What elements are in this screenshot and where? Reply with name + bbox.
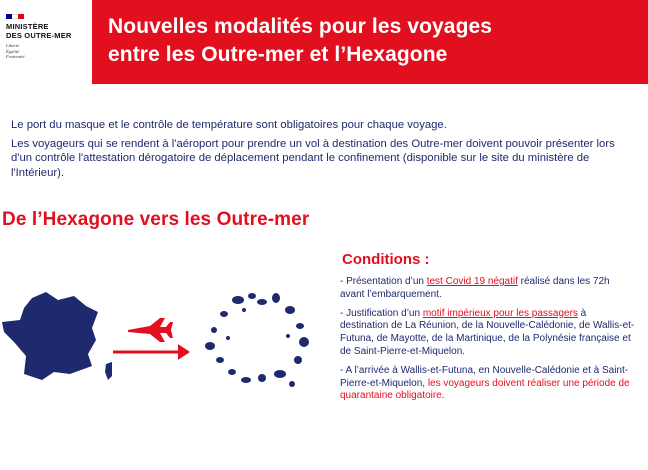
republic-motto: [6, 43, 25, 60]
header-banner: [92, 0, 648, 84]
condition-covid-test-highlight: test Covid 19 négatif: [426, 276, 518, 287]
conditions-list: [340, 276, 636, 409]
page-title-line2: entre les Outre-mer et l’Hexagone: [108, 43, 448, 66]
intro-text: [11, 118, 631, 185]
condition-covid-test-post: réalisé dans les 72h avant l’embarquement.: [340, 276, 610, 300]
ministry-name: [6, 22, 72, 40]
motto-line2: Égalité: [6, 48, 19, 54]
condition-covid-test: [340, 276, 636, 302]
intro-paragraph-attestation: Les voyageurs qui se rendent à l'aéroport pour prendre un vol à destination des Outre-mer doivent pouvoir présenter lors d'un contrôle l'attestation dérogatoire de déplacement pendant le confinement (disponible sur le site du ministère de l'Intérieur).: [11, 138, 615, 179]
page-title-line1: Nouvelles modalités pour les voyages: [108, 15, 493, 38]
condition-imperative-reason-post: à destination de La Réunion, de la Nouvelle-Calédonie, de Wallis-et-Futuna, de Mayotte, de la Martinique, de la Polynésie française et de Saint-Pierre-et-Miquelon.: [340, 307, 635, 357]
condition-covid-test-pre: - Présentation d’un: [340, 276, 427, 287]
section-title: De l’Hexagone vers les Outre-mer: [2, 209, 310, 230]
condition-imperative-reason: [340, 308, 636, 359]
condition-quarantine-post: .: [441, 390, 445, 402]
ministry-name-line1: MINISTÈRE: [6, 22, 49, 31]
airplane-arrow-icon: [113, 318, 190, 360]
conditions-title: Conditions :: [342, 251, 430, 268]
france-map-icon: [2, 292, 112, 380]
travel-illustration: [0, 280, 330, 410]
french-flag-icon: [6, 14, 24, 19]
ministry-name-line2: DES OUTRE-MER: [6, 31, 72, 40]
condition-quarantine-highlight: les voyageurs doivent réaliser une période de quarantaine obligatoire: [340, 377, 630, 402]
condition-imperative-reason-highlight: motif impérieux pour les passagers: [422, 307, 578, 319]
condition-imperative-reason-pre: - Justification d’un: [340, 307, 423, 319]
overseas-territories-map-icon: [205, 293, 309, 387]
condition-quarantine-pre: - A l’arrivée à Wallis-et-Futuna, en Nouvelle-Calédonie et à Saint-Pierre-et-Miquelon,: [340, 364, 629, 389]
condition-quarantine: [340, 365, 636, 403]
ministry-logo: [0, 0, 92, 84]
motto-line1: Liberté: [6, 43, 19, 48]
intro-paragraph-mask: Le port du masque et le contrôle de température sont obligatoires pour chaque voyage.: [11, 119, 447, 131]
page-title: [108, 13, 648, 69]
motto-line3: Fraternité: [6, 54, 25, 59]
